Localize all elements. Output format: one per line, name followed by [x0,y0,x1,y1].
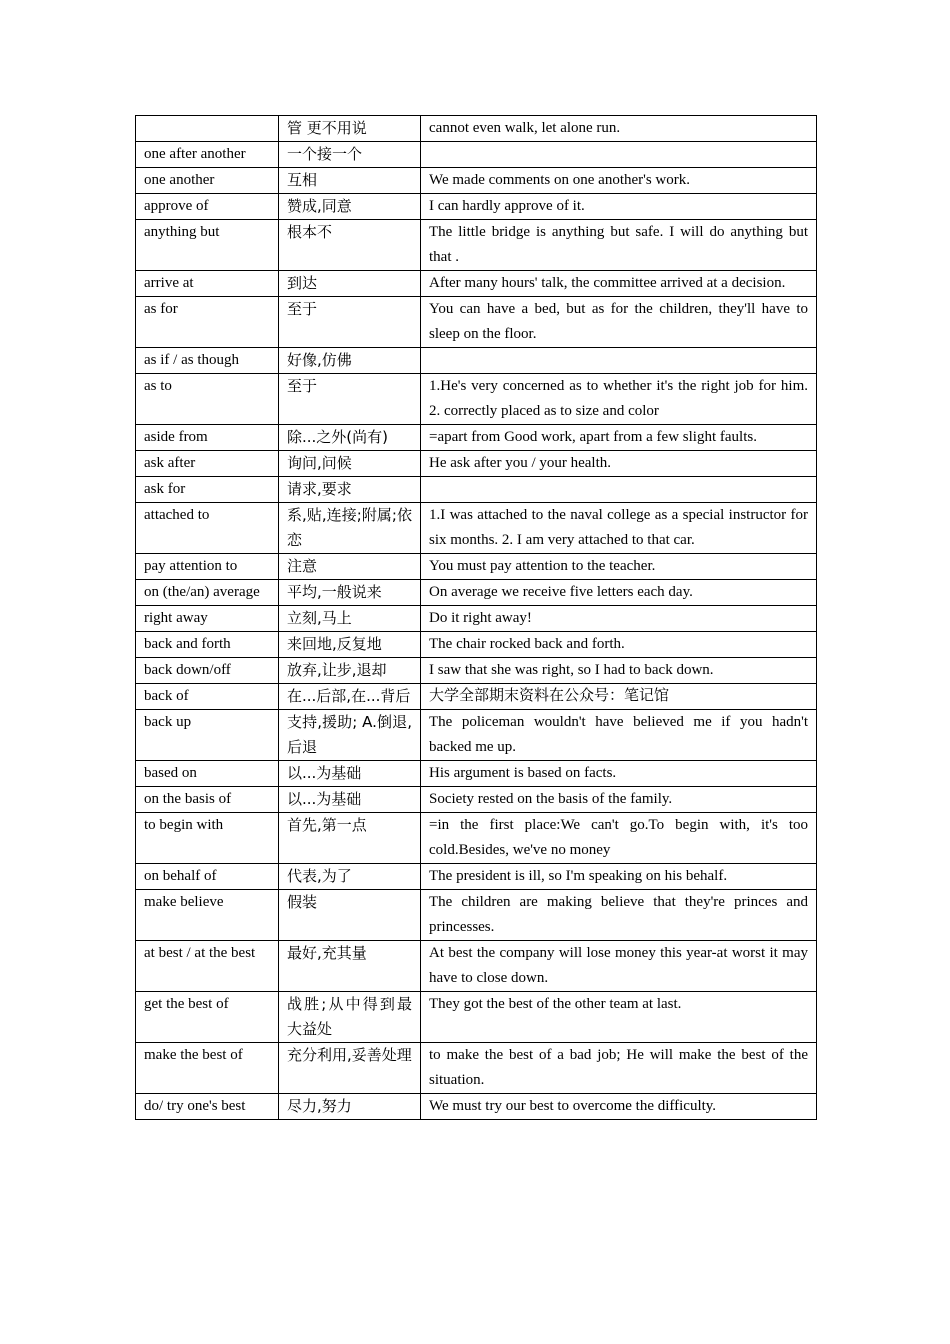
table-row [136,890,817,941]
meaning-cell: 互相 [279,168,421,194]
meaning-cell: 平均,一般说来 [279,580,421,606]
table-row [136,425,817,451]
phrase-cell: aside from [136,425,279,451]
example-cell: The policeman wouldn't have believed me if you hadn't backed me up. [421,710,817,761]
table-row [136,477,817,503]
phrase-cell: to begin with [136,813,279,864]
meaning-cell: 根本不 [279,220,421,271]
example-cell: I saw that she was right, so I had to back down. [421,658,817,684]
table-row [136,297,817,348]
phrase-cell: get the best of [136,992,279,1043]
meaning-cell: 在...后部,在...背后 [279,684,421,710]
phrase-cell: do/ try one's best [136,1094,279,1120]
table-row [136,813,817,864]
phrase-cell: attached to [136,503,279,554]
table-row [136,220,817,271]
meaning-cell: 放弃,让步,退却 [279,658,421,684]
example-cell [421,477,817,503]
example-cell: He ask after you / your health. [421,451,817,477]
phrase-cell: ask after [136,451,279,477]
example-cell: They got the best of the other team at last. [421,992,817,1043]
meaning-cell: 到达 [279,271,421,297]
example-cell: to make the best of a bad job; He will make the best of the situation. [421,1043,817,1094]
meaning-cell: 请求,要求 [279,477,421,503]
meaning-cell: 注意 [279,554,421,580]
table-row [136,1043,817,1094]
vocabulary-table [135,115,817,1120]
example-cell [421,348,817,374]
phrase-cell: make the best of [136,1043,279,1094]
table-row [136,992,817,1043]
phrase-cell: as to [136,374,279,425]
phrase-cell: at best / at the best [136,941,279,992]
phrase-cell: arrive at [136,271,279,297]
table-row [136,116,817,142]
table-row [136,864,817,890]
meaning-cell: 首先,第一点 [279,813,421,864]
table-row [136,374,817,425]
meaning-cell: 假装 [279,890,421,941]
meaning-cell: 战胜;从中得到最大益处 [279,992,421,1043]
table-row [136,271,817,297]
meaning-cell: 至于 [279,297,421,348]
example-cell: Society rested on the basis of the family. [421,787,817,813]
table-row [136,1094,817,1120]
phrase-cell: anything but [136,220,279,271]
meaning-cell: 一个接一个 [279,142,421,168]
table-row [136,580,817,606]
example-cell: You must pay attention to the teacher. [421,554,817,580]
phrase-cell: ask for [136,477,279,503]
meaning-cell: 最好,充其量 [279,941,421,992]
vocabulary-table-body [136,116,817,1120]
table-row [136,194,817,220]
example-cell: His argument is based on facts. [421,761,817,787]
phrase-cell: back of [136,684,279,710]
example-cell: On average we receive five letters each day. [421,580,817,606]
meaning-cell: 询问,问候 [279,451,421,477]
table-row [136,710,817,761]
phrase-cell: as if / as though [136,348,279,374]
phrase-cell: based on [136,761,279,787]
phrase-cell: one after another [136,142,279,168]
phrase-cell: on (the/an) average [136,580,279,606]
example-cell: cannot even walk, let alone run. [421,116,817,142]
phrase-cell: approve of [136,194,279,220]
example-cell: At best the company will lose money this year-at worst it may have to close down. [421,941,817,992]
example-cell [421,142,817,168]
phrase-cell: back down/off [136,658,279,684]
table-row [136,632,817,658]
example-cell: Do it right away! [421,606,817,632]
table-row [136,787,817,813]
table-row [136,142,817,168]
phrase-cell: on the basis of [136,787,279,813]
example-cell: =in the first place:We can't go.To begin with, it's too cold.Besides, we've no money [421,813,817,864]
table-row [136,658,817,684]
phrase-cell: pay attention to [136,554,279,580]
example-cell: After many hours' talk, the committee arrived at a decision. [421,271,817,297]
meaning-cell: 充分利用,妥善处理 [279,1043,421,1094]
example-cell: We must try our best to overcome the difficulty. [421,1094,817,1120]
meaning-cell: 以...为基础 [279,761,421,787]
table-row [136,941,817,992]
example-cell: 大学全部期末资料在公众号：笔记馆 [421,684,817,710]
meaning-cell: 以...为基础 [279,787,421,813]
example-cell: The children are making believe that they're princes and princesses. [421,890,817,941]
table-row [136,503,817,554]
phrase-cell: back up [136,710,279,761]
example-cell: We made comments on one another's work. [421,168,817,194]
table-row [136,348,817,374]
meaning-cell: 管 更不用说 [279,116,421,142]
example-cell: You can have a bed, but as for the children, they'll have to sleep on the floor. [421,297,817,348]
table-row [136,554,817,580]
phrase-cell: back and forth [136,632,279,658]
meaning-cell: 代表,为了 [279,864,421,890]
phrase-cell [136,116,279,142]
phrase-cell: one another [136,168,279,194]
example-cell: 1.He's very concerned as to whether it's the right job for him. 2. correctly placed as to size and color [421,374,817,425]
example-cell: 1.I was attached to the naval college as a special instructor for six months. 2. I am very attached to that car. [421,503,817,554]
phrase-cell: on behalf of [136,864,279,890]
table-row [136,168,817,194]
example-cell: I can hardly approve of it. [421,194,817,220]
meaning-cell: 至于 [279,374,421,425]
phrase-cell: right away [136,606,279,632]
example-cell: The president is ill, so I'm speaking on his behalf. [421,864,817,890]
table-row [136,684,817,710]
meaning-cell: 尽力,努力 [279,1094,421,1120]
table-row [136,451,817,477]
example-cell: The little bridge is anything but safe. I will do anything but that . [421,220,817,271]
meaning-cell: 系,贴,连接;附属;依恋 [279,503,421,554]
meaning-cell: 支持,援助; A.倒退,后退 [279,710,421,761]
meaning-cell: 除...之外(尚有) [279,425,421,451]
meaning-cell: 赞成,同意 [279,194,421,220]
phrase-cell: make believe [136,890,279,941]
example-cell: The chair rocked back and forth. [421,632,817,658]
phrase-cell: as for [136,297,279,348]
meaning-cell: 来回地,反复地 [279,632,421,658]
meaning-cell: 好像,仿佛 [279,348,421,374]
table-row [136,606,817,632]
example-cell: =apart from Good work, apart from a few slight faults. [421,425,817,451]
meaning-cell: 立刻,马上 [279,606,421,632]
table-row [136,761,817,787]
